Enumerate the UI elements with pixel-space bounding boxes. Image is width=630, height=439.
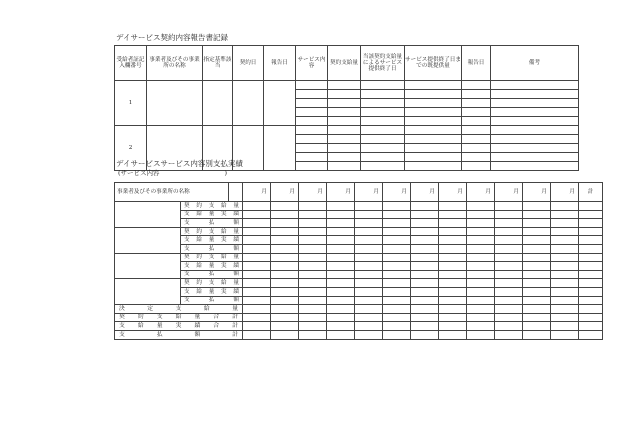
month-header: 月	[271, 183, 299, 202]
total-header: 計	[579, 183, 603, 202]
sub-row-label: 支払額	[181, 244, 243, 253]
sub-row-label: 契約支給量	[181, 279, 243, 288]
provider-name-header: 事業者及びその事業所の名称	[115, 183, 229, 202]
provider-name-cell[interactable]	[115, 279, 181, 305]
header-report-date-2: 報告日	[462, 46, 491, 81]
sub-row-label: 支給量実績	[181, 210, 243, 219]
entry-report-date-cell[interactable]	[264, 126, 296, 171]
entry-standard-cell[interactable]	[203, 81, 233, 126]
sub-row-label: 契約支給量	[181, 253, 243, 262]
sub-row-label: 支払額	[181, 296, 243, 305]
sub-row-label: 支給量実績	[181, 287, 243, 296]
entry-number: 2	[115, 126, 147, 171]
month-header: 月	[495, 183, 523, 202]
month-header: 月	[439, 183, 467, 202]
entry-contract-date-cell[interactable]	[233, 81, 264, 126]
sub-row-label: 支払額	[181, 270, 243, 279]
contract-report-table	[114, 45, 579, 171]
header-service-content: サービス内容	[296, 46, 328, 81]
month-header: 月	[411, 183, 439, 202]
entry-report-date-cell[interactable]	[264, 81, 296, 126]
summary-row-label: 支給量実績合計	[115, 322, 243, 331]
summary-row-label: 契約支給量合計	[115, 313, 243, 322]
month-header: 月	[327, 183, 355, 202]
header-cert-number: 受給者証記入欄番号	[115, 46, 147, 81]
month-header: 月	[383, 183, 411, 202]
month-header: 月	[467, 183, 495, 202]
sub-row-label: 支払額	[181, 219, 243, 228]
summary-row-label: 支払額計	[115, 330, 243, 339]
payment-record-title: デイサービスサービス内容別支払実績	[116, 159, 243, 168]
summary-row-label: 決定支給量	[115, 305, 243, 314]
header-provided-amount: サービス提供終了日までの既提供量	[405, 46, 462, 81]
entry-number: 1	[115, 81, 147, 126]
header-designated-standard: 指定基準該当	[203, 46, 233, 81]
header-report-date: 報告日	[264, 46, 296, 81]
entry-provider-cell[interactable]	[147, 81, 203, 126]
sub-row-label: 契約支給量	[181, 227, 243, 236]
provider-name-cell[interactable]	[115, 253, 181, 279]
month-header: 月	[355, 183, 383, 202]
contract-report-title: デイサービス契約内容報告書記録	[116, 33, 228, 42]
month-header: 月	[523, 183, 551, 202]
sub-row-label: 支給量実績	[181, 262, 243, 271]
month-header: 月	[299, 183, 327, 202]
header-service-end-date: 当該契約支給量によるサービス提供終了日	[361, 46, 405, 81]
header-contract-date: 契約日	[233, 46, 264, 81]
provider-name-cell[interactable]	[115, 227, 181, 253]
provider-name-cell[interactable]	[115, 202, 181, 228]
month-header: 月	[243, 183, 271, 202]
header-provider-name: 事業者及びその事業所の名称	[147, 46, 203, 81]
payment-record-table	[114, 182, 603, 340]
header-remarks: 備考	[491, 46, 579, 81]
sub-row-label: 契約支給量	[181, 202, 243, 211]
month-header: 月	[551, 183, 579, 202]
header-contract-amount: 契約支給量	[328, 46, 361, 81]
service-content-note: (サービス内容 )	[118, 169, 228, 177]
sub-row-label: 支給量実績	[181, 236, 243, 245]
